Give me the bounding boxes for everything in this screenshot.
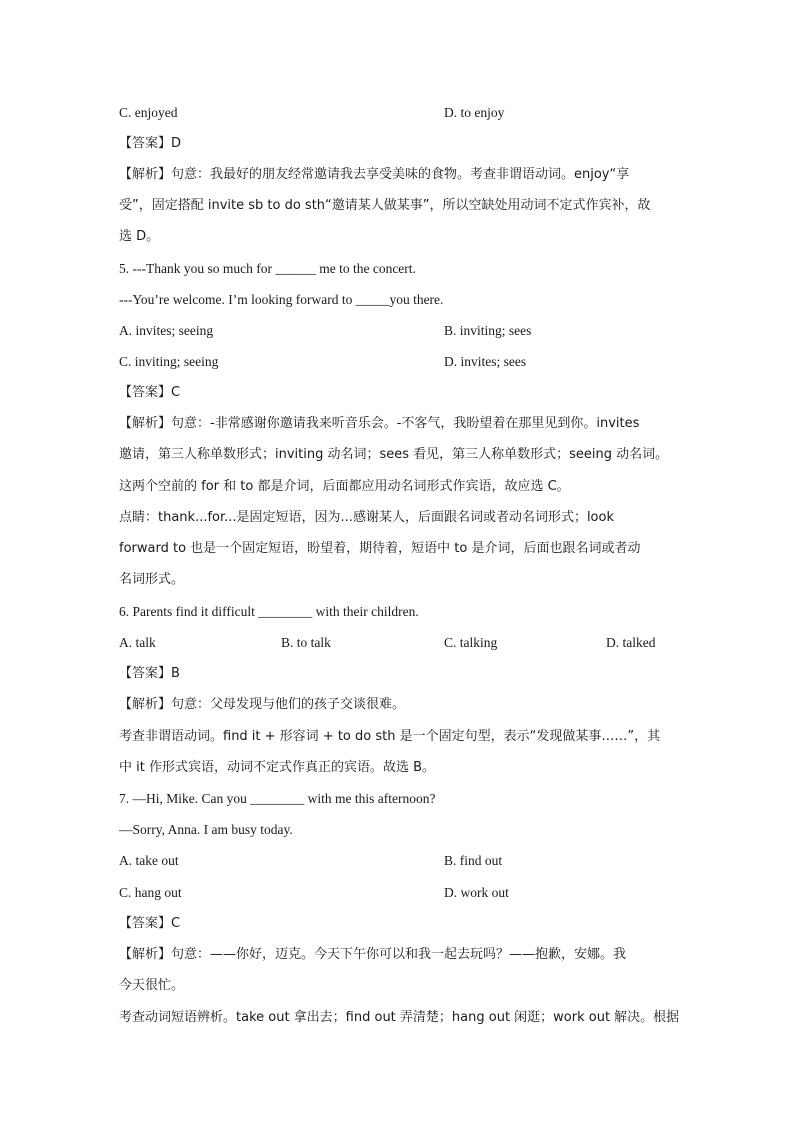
answer-label: 【答案】C — [119, 916, 181, 931]
option-d-q6: D. talked — [606, 635, 656, 650]
option-b-q6: B. to talk — [281, 635, 331, 650]
option-b-q5: B. inviting; sees — [444, 323, 532, 338]
analysis-line: 邀请，第三人称单数形式；inviting 动名词；sees 看见，第三人称单数形式；seeing 动名词。 — [119, 447, 669, 462]
question-5: 5. ---Thank you so much for ______ me to the concert. — [119, 261, 416, 276]
analysis-line: 这两个空前的 for 和 to 都是介词，后面都应用动名词形式作宾语，故应选 C。 — [119, 479, 570, 494]
option-d-q7: D. work out — [444, 885, 509, 900]
option-a-q5: A. invites; seeing — [119, 323, 214, 338]
option-a-q6: A. talk — [119, 635, 156, 650]
analysis-line: 受”，固定搭配 invite sb to do sth“邀请某人做某事”，所以空缺处用动词不定式作宾补，故 — [119, 198, 651, 213]
tip-line: forward to 也是一个固定短语，盼望着，期待着，短语中 to 是介词，后面也跟名词或者动 — [119, 541, 641, 556]
question-7: 7. —Hi, Mike. Can you ________ with me this afternoon? — [119, 791, 436, 806]
answer-label: 【答案】B — [119, 666, 180, 681]
option-c-q4: C. enjoyed — [119, 105, 178, 120]
analysis-line: 今天很忙。 — [119, 978, 185, 993]
option-b-q7: B. find out — [444, 853, 503, 868]
option-c-q6: C. talking — [444, 635, 498, 650]
option-d-q5: D. invites; sees — [444, 354, 527, 369]
tip-line: 名词形式。 — [119, 572, 185, 587]
analysis-line: 【解析】句意：父母发现与他们的孩子交谈很难。 — [119, 697, 406, 712]
question-7-line-2: —Sorry, Anna. I am busy today. — [119, 822, 293, 837]
analysis-line: 考查非谓语动词。find it + 形容词 + to do sth 是一个固定句型，表示“发现做某事……”，其 — [119, 729, 661, 744]
analysis-line: 考查动词短语辨析。take out 拿出去；find out 弄清楚；hang out 闲逛；work out 解决。根据 — [119, 1010, 680, 1025]
analysis-line: 【解析】句意：我最好的朋友经常邀请我去享受美味的食物。考查非谓语动词。enjoy“享 — [119, 167, 630, 182]
analysis-line: 【解析】句意：——你好，迈克。今天下午你可以和我一起去玩吗？——抱歉，安娜。我 — [119, 947, 627, 962]
option-c-q7: C. hang out — [119, 885, 182, 900]
option-a-q7: A. take out — [119, 853, 179, 868]
question-6: 6. Parents find it difficult ________ with their children. — [119, 604, 419, 619]
option-d-q4: D. to enjoy — [444, 105, 505, 120]
answer-label: 【答案】D — [119, 136, 182, 151]
answer-label: 【答案】C — [119, 385, 181, 400]
option-c-q5: C. inviting; seeing — [119, 354, 219, 369]
question-5-line-2: ---You’re welcome. I’m looking forward to _____you there. — [119, 292, 444, 307]
analysis-line: 选 D。 — [119, 229, 160, 244]
tip-line: 点睛：thank...for...是固定短语，因为...感谢某人，后面跟名词或者动名词形式；look — [119, 510, 614, 525]
analysis-line: 【解析】句意：-非常感谢你邀请我来听音乐会。-不客气，我盼望着在那里见到你。invites — [119, 416, 640, 431]
analysis-line: 中 it 作形式宾语，动词不定式作真正的宾语。故选 B。 — [119, 760, 436, 775]
